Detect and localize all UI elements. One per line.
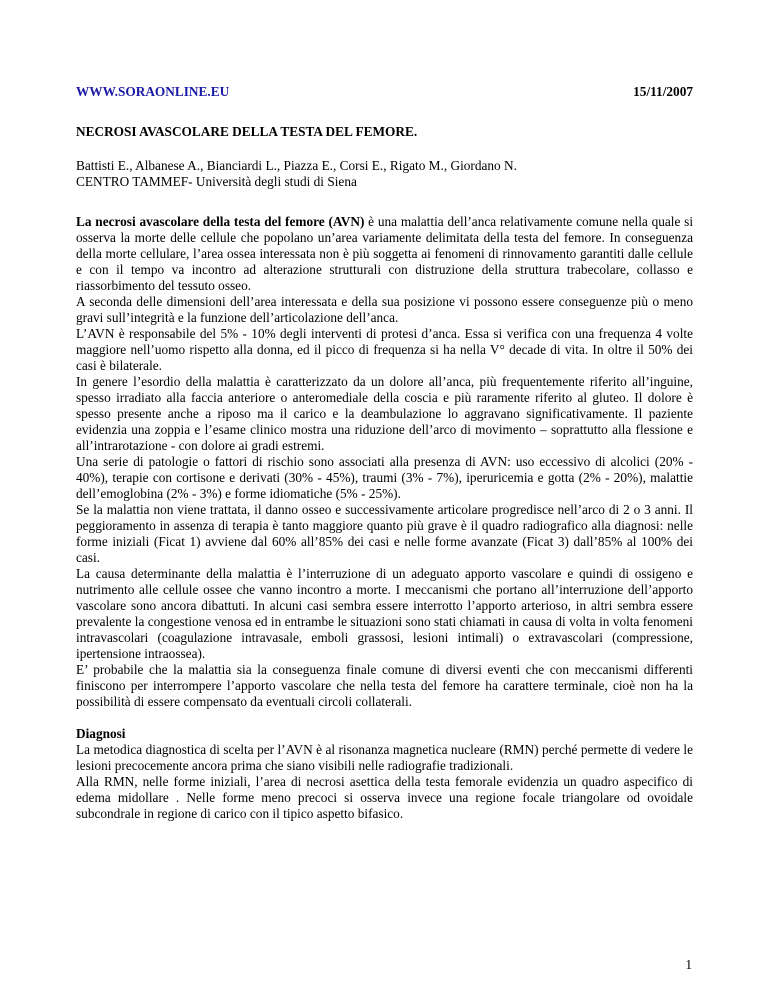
body-paragraph: Una serie di patologie o fattori di rischio sono associati alla presenza di AVN: uso eccessivo di alcolici (20% - 40%), terapie con cortisone e derivati (30% - 45%), traumi (3% - 7%), iperuricemia e gotta (2% - 20%), malattie dell’emoglobina (2% - 3%) e forme idiomatiche (5% - 25%). — [76, 454, 693, 501]
document-page — [76, 84, 693, 822]
intro-paragraph — [76, 214, 693, 294]
body-paragraph: La causa determinante della malattia è l’interruzione di un adeguato apporto vascolare e quindi di ossigeno e nutrimento alle cellule ossee che vanno incontro a morte. I meccanismi che portano all’interruzione dell’apporto vascolare sono ancora dibattuti. In alcuni casi sembra essere interrotto l’apporto arterioso, in altri sembra essere prevalente la congestione venosa ed in entrambe le situazioni sono stati chiamati in causa di volta in volta fenomeni intravascolari (coagulazione intravasale, emboli grassosi, lesioni intimali) o extravascolari (compressione, ipertensione intraossea). — [76, 566, 693, 661]
affiliation: CENTRO TAMMEF- Università degli studi di Siena — [76, 174, 357, 189]
authors: Battisti E., Albanese A., Bianciardi L., Piazza E., Corsi E., Rigato M., Giordano N. — [76, 158, 517, 173]
document-title: NECROSI AVASCOLARE DELLA TESTA DEL FEMORE. — [76, 124, 418, 139]
document-date: 15/11/2007 — [633, 84, 693, 99]
diagnosi-section — [76, 742, 693, 822]
body-paragraph: E’ probabile che la malattia sia la conseguenza finale comune di diversi eventi che con meccanismi differenti finiscono per interrompere l’apporto vascolare che nella testa del femore ha carattere terminale, cioè non ha la possibilità di essere compensato da eventuali circoli collaterali. — [76, 662, 693, 709]
body-paragraph: In genere l’esordio della malattia è caratterizzato da un dolore all’anca, più frequentemente riferito all’inguine, spesso irradiato alla faccia anteriore o anteromediale della coscia e più raramente riferito al gluteo. Il dolore è spesso presente anche a riposo ma il carico e la deambulazione lo aggravano significativamente. Il paziente evidenzia una zoppia e l’esame clinico mostra una riduzione dell’arco di movimento – soprattutto alla flessione e all’intrarotazione - con dolore ai gradi estremi. — [76, 374, 693, 453]
page-header — [76, 84, 693, 100]
page-number: 1 — [685, 957, 692, 972]
body-paragraph: L’AVN è responsabile del 5% - 10% degli interventi di protesi d’anca. Essa si verifica con una frequenza 4 volte maggiore nell’uomo rispetto alla donna, ed il picco di frequenza si ha nella V° decade di vita. In oltre il 50% dei casi è bilaterale. — [76, 326, 693, 373]
intro-lead: La necrosi avascolare della testa del femore (AVN) — [76, 214, 365, 229]
article-body — [76, 214, 693, 710]
authors-block — [76, 158, 693, 190]
body-paragraph: A seconda delle dimensioni dell’area interessata e della sua posizione vi possono essere conseguenze più o meno gravi sull’integrità e la funzione dell’articolazione dell’anca. — [76, 294, 693, 325]
intro-text: è una malattia dell’anca relativamente comune nella quale si osserva la morte delle cellule che popolano un’area variamente delimitata della testa del femore. In conseguenza della morte cellulare, l’area ossea interessata non è più soggetta ai fenomeni di rinnovamento garantiti dalle cellule e con il tempo va incontro ad alterazione strutturali con distruzione della struttura trabecolare, collasso e riassorbimento del tessuto osseo. — [76, 214, 694, 293]
section-heading-diagnosi: Diagnosi — [76, 726, 126, 741]
body-paragraph: Se la malattia non viene trattata, il danno osseo e successivamente articolare progredisce nell’arco di 2 o 3 anni. Il peggioramento in assenza di terapia è tanto maggiore quanto più grave è il quadro radiografico alla diagnosi: nelle forme iniziali (Ficat 1) avviene dal 60% all’85% dei casi e nelle forme avanzate (Ficat 3) dall’85% al 100% dei casi. — [76, 502, 693, 565]
diagnosi-paragraph: Alla RMN, nelle forme iniziali, l’area di necrosi asettica della testa femorale evidenzia un quadro aspecifico di edema midollare . Nelle forme meno precoci si osserva invece una regione focale triangolare od ovoidale subcondrale in regione di carico con il tipico aspetto bifasico. — [76, 774, 693, 821]
diagnosi-paragraph: La metodica diagnostica di scelta per l’AVN è al risonanza magnetica nucleare (RMN) perché permette di vedere le lesioni precocemente ancora prima che siano visibili nelle radiografie tradizionali. — [76, 742, 693, 773]
site-url: WWW.SORAONLINE.EU — [76, 84, 230, 99]
